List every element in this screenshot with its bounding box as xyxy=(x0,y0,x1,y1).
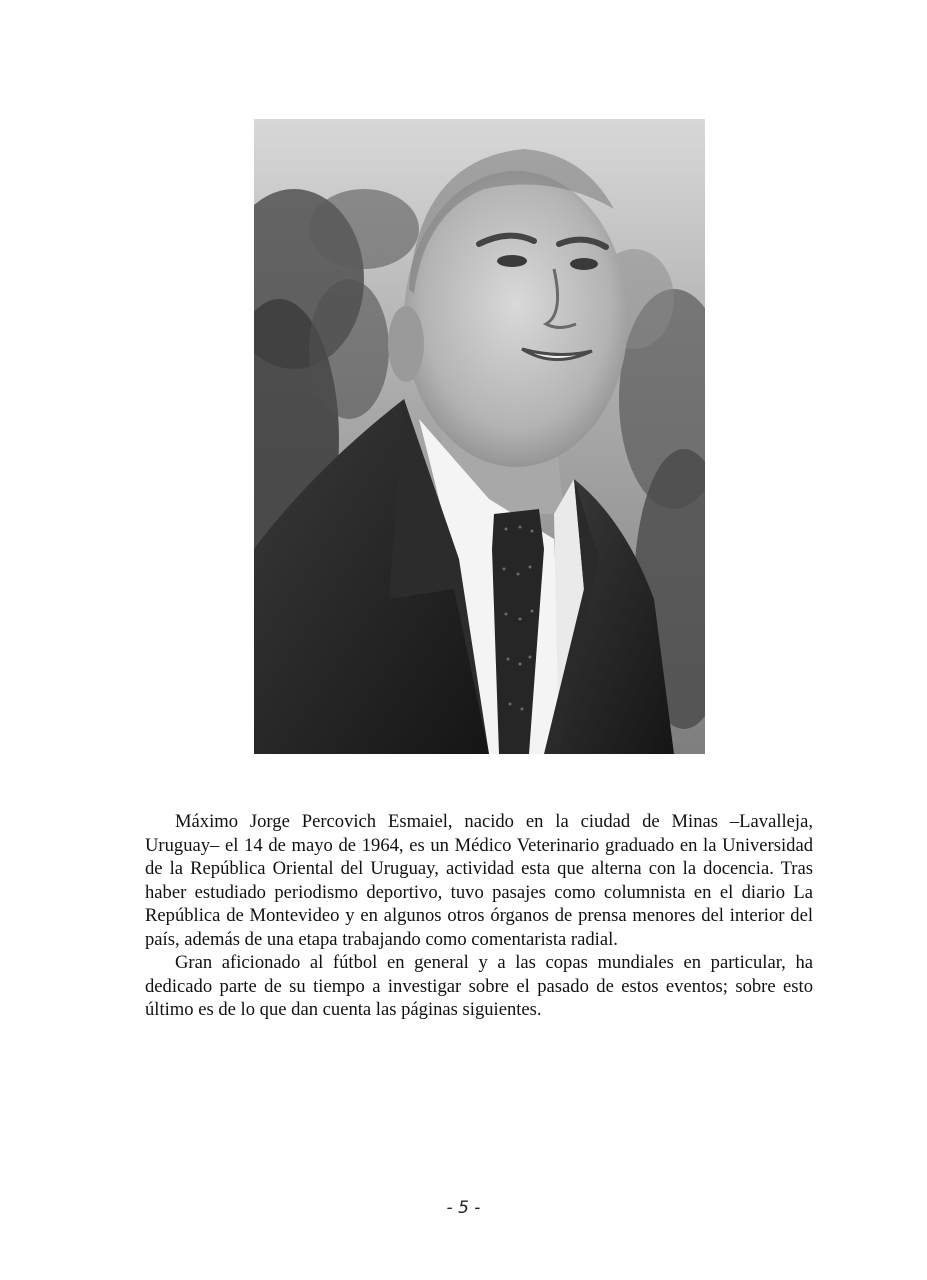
portrait-illustration xyxy=(254,119,705,754)
portrait-photo xyxy=(254,119,705,754)
author-bio xyxy=(145,810,813,1022)
bio-paragraph-1: Máximo Jorge Percovich Esmaiel, nacido en la ciudad de Minas –Lavalleja, Uruguay– el 14 de mayo de 1964, es un Médico Veterinario graduado en la Universidad de la República Oriental del Uruguay, actividad esta que alterna con la docencia. Tras haber estudiado periodismo deportivo, tuvo pasajes como columnista en el diario La República de Montevideo y en algunos otros órganos de prensa menores del interior del país, además de una etapa trabajando como comentarista radial. xyxy=(145,811,813,950)
bio-paragraph-2: Gran aficionado al fútbol en general y a las copas mundiales en particular, ha dedicado parte de su tiempo a investigar sobre el pasado de estos eventos; sobre esto último es de lo que dan cuenta las páginas siguientes. xyxy=(145,952,813,1020)
page-number: - 5 - xyxy=(446,1198,481,1218)
